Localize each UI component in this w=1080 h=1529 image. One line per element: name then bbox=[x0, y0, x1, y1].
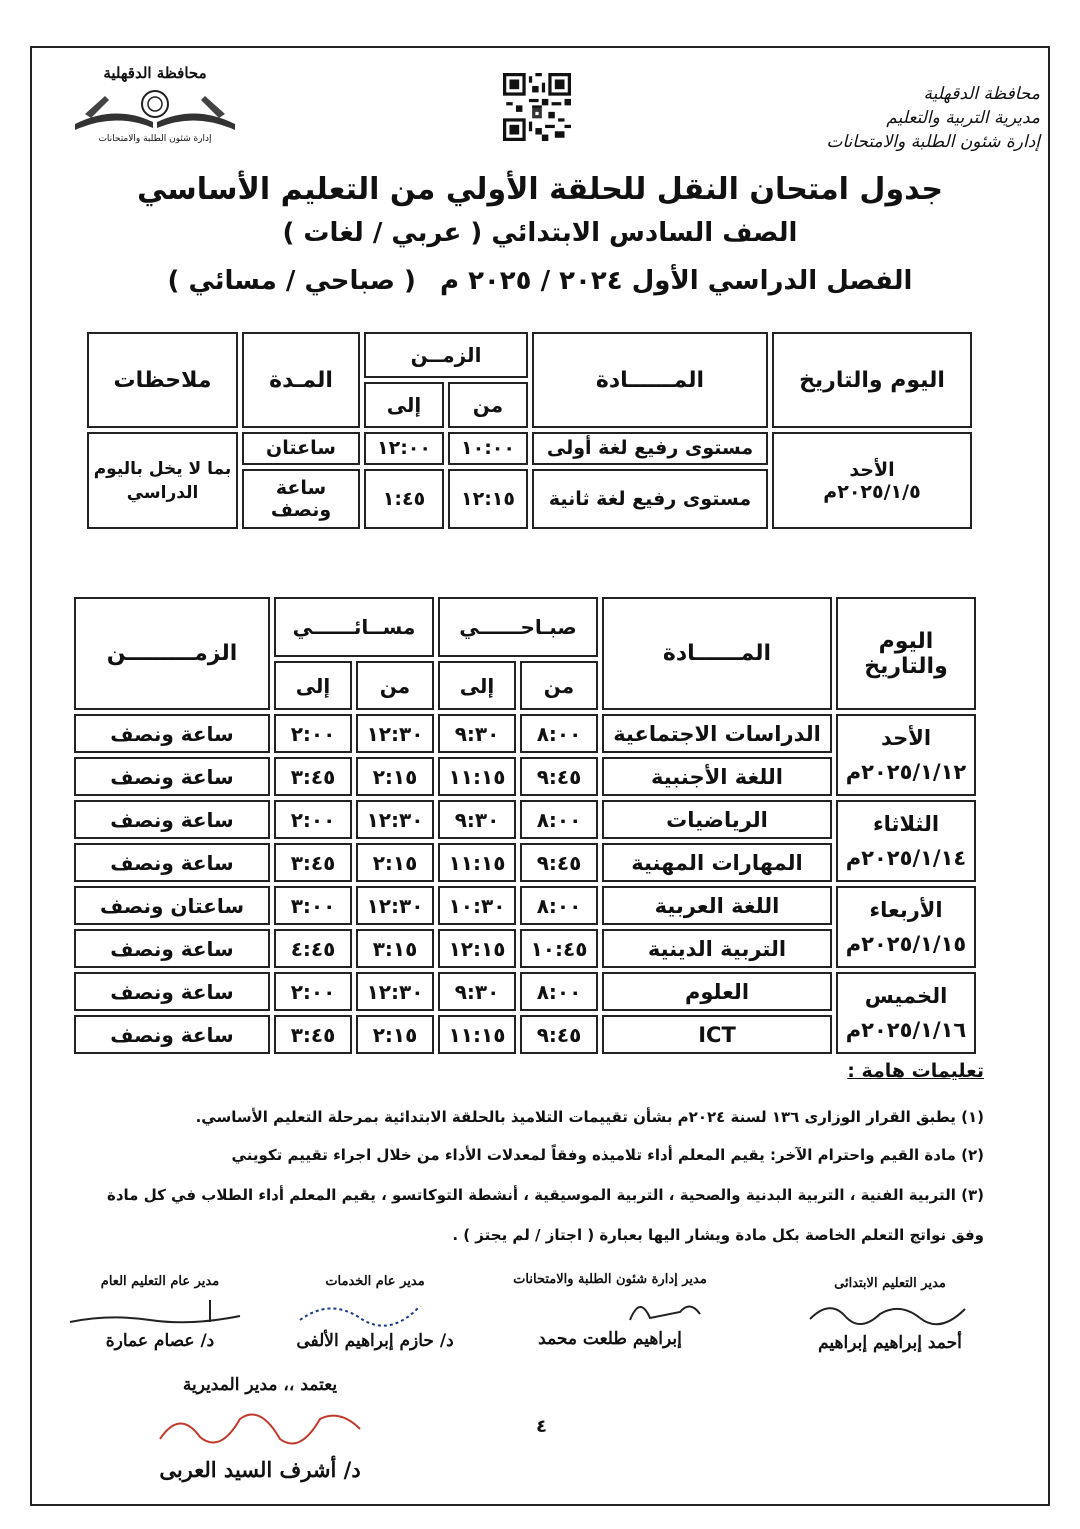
t1-duration: ساعتان bbox=[242, 432, 360, 465]
t2-duration: ساعة ونصف bbox=[74, 714, 270, 753]
t2-duration: ساعة ونصف bbox=[74, 757, 270, 796]
t2-day: الأربعاء bbox=[869, 898, 943, 923]
t2-e-from: ٢:١٥ bbox=[356, 843, 434, 882]
t2-m-from: ٩:٤٥ bbox=[520, 1015, 598, 1054]
t2-day: الأحد bbox=[880, 726, 932, 751]
t1-header-from: من bbox=[448, 382, 528, 428]
approval-name: د/ أشرف السيد العربى bbox=[159, 1457, 361, 1482]
t2-duration: ساعة ونصف bbox=[74, 972, 270, 1011]
title-term bbox=[0, 266, 1080, 296]
t1-header-day-date: اليوم والتاريخ bbox=[772, 332, 972, 428]
t2-e-from: ١٢:٣٠ bbox=[356, 800, 434, 839]
instruction-4: وفق نواتج التعلم الخاصة بكل مادة ويشار اليها بعبارة ( اجتاز / لم يجتز ) . bbox=[452, 1226, 984, 1244]
t2-m-from: ١٠:٤٥ bbox=[520, 929, 598, 968]
t2-m-from: ٩:٤٥ bbox=[520, 757, 598, 796]
t2-m-from: ٨:٠٠ bbox=[520, 972, 598, 1011]
t2-duration: ساعة ونصف bbox=[74, 1015, 270, 1054]
t2-subject: اللغة العربية bbox=[602, 886, 832, 925]
t2-e-from: ٢:١٥ bbox=[356, 1015, 434, 1054]
t2-m-to: ١١:١٥ bbox=[438, 757, 516, 796]
signature-role: مدير عام التعليم العام bbox=[100, 1274, 220, 1289]
open-book-icon bbox=[65, 84, 245, 134]
signature-scribble-icon bbox=[490, 1290, 730, 1330]
logo-title: محافظة الدقهلية bbox=[103, 64, 207, 82]
issuer-line-2: مديرية التربية والتعليم bbox=[886, 108, 1040, 128]
t2-header-duration: الزمـــــــــن bbox=[74, 597, 270, 710]
signature-scribble-icon bbox=[790, 1294, 990, 1334]
main-exam-table bbox=[70, 593, 980, 1058]
t2-subject: المهارات المهنية bbox=[602, 843, 832, 882]
signature-scribble-icon bbox=[60, 1292, 260, 1332]
t2-duration: ساعة ونصف bbox=[74, 843, 270, 882]
t2-day-cell bbox=[836, 714, 976, 796]
t2-m-from: ٩:٤٥ bbox=[520, 843, 598, 882]
t2-day-cell bbox=[836, 886, 976, 968]
t1-notes: بما لا يخل باليوم الدراسي bbox=[87, 432, 238, 529]
t2-duration: ساعتان ونصف bbox=[74, 886, 270, 925]
t2-header-evening: مســائــــــي bbox=[274, 597, 434, 657]
issuer-line-1: محافظة الدقهلية bbox=[923, 84, 1040, 104]
t2-subject: التربية الدينية bbox=[602, 929, 832, 968]
honors-exam-table bbox=[83, 328, 976, 533]
t2-e-to: ٣:٠٠ bbox=[274, 886, 352, 925]
title-main: جدول امتحان النقل للحلقة الأولي من التعليم الأساسي bbox=[136, 172, 944, 207]
t1-day-cell bbox=[772, 432, 972, 529]
t1-subject: مستوى رفيع لغة ثانية bbox=[532, 469, 768, 529]
t2-e-to: ٣:٤٥ bbox=[274, 843, 352, 882]
t2-duration: ساعة ونصف bbox=[74, 929, 270, 968]
t2-m-to: ١٠:٣٠ bbox=[438, 886, 516, 925]
table-row bbox=[74, 714, 976, 753]
t2-e-to: ٣:٤٥ bbox=[274, 757, 352, 796]
t2-e-from: ١٢:٣٠ bbox=[356, 972, 434, 1011]
signature-scribble-icon bbox=[270, 1292, 480, 1332]
t2-day-cell bbox=[836, 800, 976, 882]
t2-duration: ساعة ونصف bbox=[74, 800, 270, 839]
t1-header-subject: المــــــادة bbox=[532, 332, 768, 428]
t2-date: ٢٠٢٥/١/١٢م bbox=[845, 760, 967, 785]
t2-header-m-from: من bbox=[520, 661, 598, 710]
table-row bbox=[74, 972, 976, 1011]
title-term-shift: ( صباحي / مسائي ) bbox=[167, 266, 416, 296]
t2-m-to: ١١:١٥ bbox=[438, 1015, 516, 1054]
t1-header-duration: المـدة bbox=[242, 332, 360, 428]
table-row bbox=[74, 800, 976, 839]
t2-date: ٢٠٢٥/١/١٦م bbox=[845, 1018, 967, 1043]
table-row bbox=[87, 432, 972, 465]
t2-e-to: ٢:٠٠ bbox=[274, 714, 352, 753]
t2-e-to: ٣:٤٥ bbox=[274, 1015, 352, 1054]
signature-role: مدير إدارة شئون الطلبة والامتحانات bbox=[513, 1272, 707, 1287]
t1-header-to: إلى bbox=[364, 382, 444, 428]
t1-header-time: الزمــن bbox=[364, 332, 528, 378]
t2-subject: العلوم bbox=[602, 972, 832, 1011]
t2-e-to: ٤:٤٥ bbox=[274, 929, 352, 968]
t2-date: ٢٠٢٥/١/١٥م bbox=[845, 932, 967, 957]
t2-subject: الدراسات الاجتماعية bbox=[602, 714, 832, 753]
issuer-line-3: إدارة شئون الطلبة والامتحانات bbox=[826, 132, 1040, 152]
qr-code-icon bbox=[503, 73, 571, 141]
signature-block-primary bbox=[790, 1276, 990, 1353]
t2-e-to: ٢:٠٠ bbox=[274, 800, 352, 839]
t2-subject: اللغة الأجنبية bbox=[602, 757, 832, 796]
t2-m-to: ٩:٣٠ bbox=[438, 714, 516, 753]
t2-day: الثلاثاء bbox=[872, 812, 940, 837]
t2-m-from: ٨:٠٠ bbox=[520, 714, 598, 753]
t2-day: الخميس bbox=[864, 984, 948, 1009]
signature-name: إبراهيم طلعت محمد bbox=[538, 1329, 682, 1349]
logo-subtitle: إدارة شئون الطلبة والامتحانات bbox=[98, 134, 212, 144]
t2-header-morning: صبـاحــــــي bbox=[438, 597, 598, 657]
t1-day: الأحد bbox=[849, 458, 895, 481]
t2-header-e-to: إلى bbox=[274, 661, 352, 710]
t2-e-from: ٣:١٥ bbox=[356, 929, 434, 968]
t2-subject: ICT bbox=[602, 1015, 832, 1054]
issuer-block bbox=[826, 82, 1040, 154]
signature-role: مدير عام الخدمات bbox=[325, 1274, 425, 1289]
title-term-year: الفصل الدراسي الأول ٢٠٢٤ / ٢٠٢٥ م bbox=[439, 266, 913, 296]
t2-e-from: ١٢:٣٠ bbox=[356, 714, 434, 753]
t2-m-from: ٨:٠٠ bbox=[520, 886, 598, 925]
t1-to: ١:٤٥ bbox=[364, 469, 444, 529]
signature-name: أحمد إبراهيم إبراهيم bbox=[818, 1333, 962, 1353]
t1-from: ١٢:١٥ bbox=[448, 469, 528, 529]
t2-e-from: ٢:١٥ bbox=[356, 757, 434, 796]
signature-role: مدير التعليم الابتدائى bbox=[834, 1276, 946, 1291]
t2-day-cell bbox=[836, 972, 976, 1054]
t1-header-notes: ملاحظات bbox=[87, 332, 238, 428]
t2-e-from: ١٢:٣٠ bbox=[356, 886, 434, 925]
signature-block-exams bbox=[490, 1272, 730, 1349]
t1-duration: ساعة ونصف bbox=[242, 469, 360, 529]
t2-header-subject: المــــــادة bbox=[602, 597, 832, 710]
instruction-3: (٣) التربية الفنية ، التربية البدنية والصحية ، التربية الموسيقية ، أنشطة التوكاتسو ، يقيم المعلم أداء الطلاب في كل مادة bbox=[107, 1186, 984, 1204]
t2-m-to: ١١:١٥ bbox=[438, 843, 516, 882]
t2-subject: الرياضيات bbox=[602, 800, 832, 839]
t2-header-e-from: من bbox=[356, 661, 434, 710]
instruction-1: (١) يطبق القرار الوزارى ١٣٦ لسنة ٢٠٢٤م بشأن تقييمات التلاميذ بالحلقة الابتدائية بمرحلة التعليم الأساسي. bbox=[195, 1108, 984, 1126]
t2-m-to: ٩:٣٠ bbox=[438, 972, 516, 1011]
page-number: ٤ bbox=[536, 1416, 547, 1437]
t2-m-to: ١٢:١٥ bbox=[438, 929, 516, 968]
governorate-logo bbox=[55, 64, 255, 154]
table-row bbox=[74, 886, 976, 925]
t1-date: ٢٠٢٥/١/٥م bbox=[823, 480, 921, 503]
approval-block bbox=[140, 1375, 380, 1482]
signature-block-general bbox=[60, 1274, 260, 1351]
title-grade: الصف السادس الابتدائي ( عربي / لغات ) bbox=[282, 218, 798, 248]
instruction-2: (٢) مادة القيم واحترام الآخر: يقيم المعلم أداء تلاميذه وفقاً لمعدلات الأداء من خلال اجراء تقييم تكويني bbox=[231, 1146, 984, 1164]
signature-name: د/ حازم إبراهيم الألفى bbox=[296, 1331, 454, 1351]
t1-to: ١٢:٠٠ bbox=[364, 432, 444, 465]
approval-signature-icon bbox=[140, 1399, 380, 1459]
t2-header-m-to: إلى bbox=[438, 661, 516, 710]
t2-date: ٢٠٢٥/١/١٤م bbox=[845, 846, 967, 871]
signature-block-services bbox=[270, 1274, 480, 1351]
t1-from: ١٠:٠٠ bbox=[448, 432, 528, 465]
t2-header-day-date: اليوم والتاريخ bbox=[836, 597, 976, 710]
t2-e-to: ٢:٠٠ bbox=[274, 972, 352, 1011]
t2-m-from: ٨:٠٠ bbox=[520, 800, 598, 839]
signature-name: د/ عصام عمارة bbox=[105, 1331, 215, 1351]
t2-m-to: ٩:٣٠ bbox=[438, 800, 516, 839]
approval-label: يعتمد ،، مدير المديرية bbox=[182, 1375, 338, 1395]
t1-subject: مستوى رفيع لغة أولى bbox=[532, 432, 768, 465]
instructions-title: تعليمات هامة : bbox=[847, 1060, 984, 1082]
